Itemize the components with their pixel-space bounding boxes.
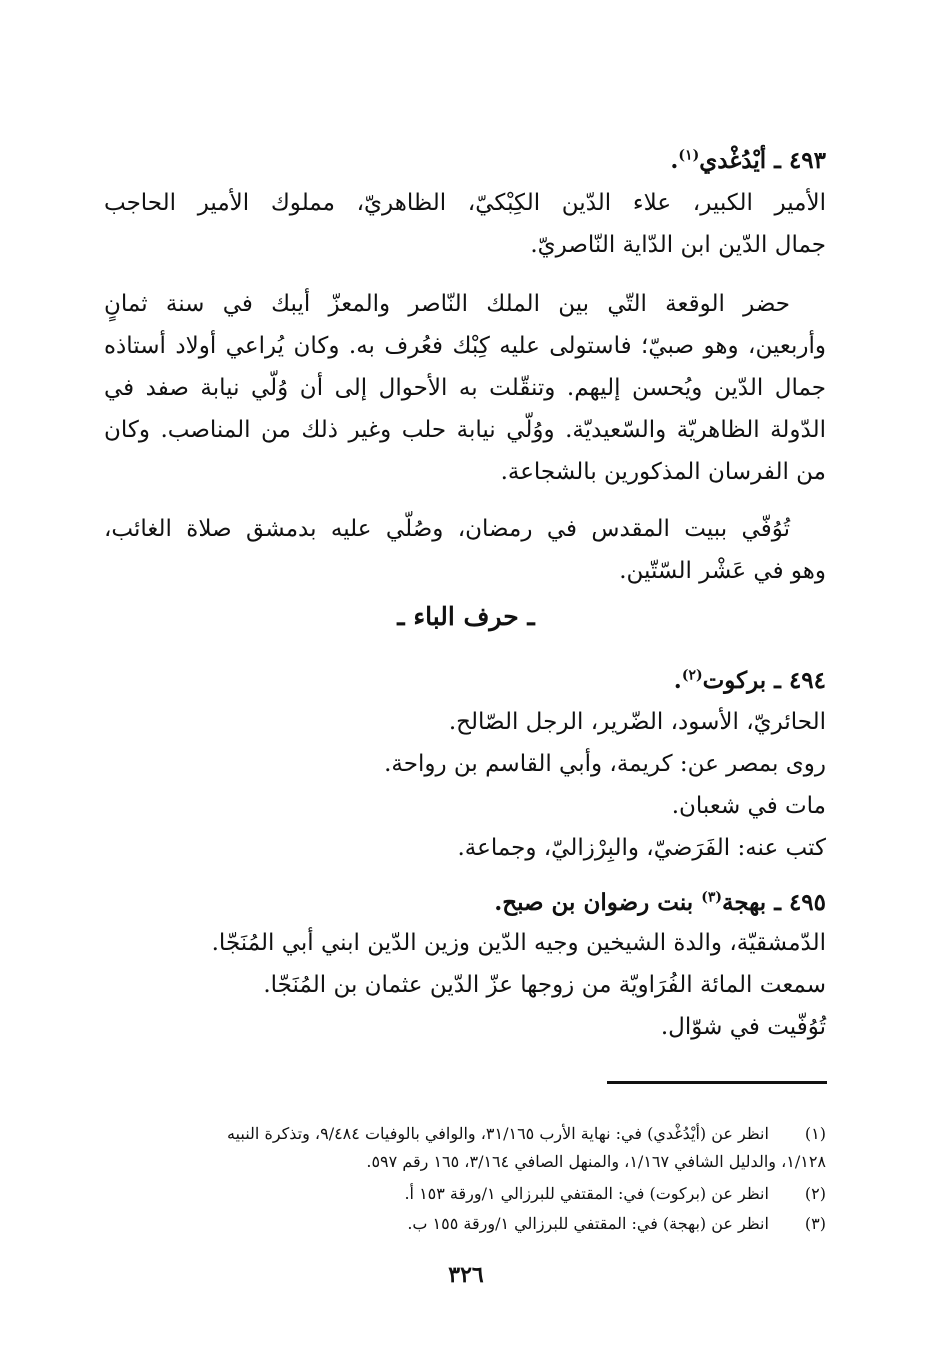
text-line: مات في شعبان. — [671, 793, 826, 819]
footnote-number: (٣) — [804, 1214, 826, 1233]
text-line: من الفرسان المذكورين بالشجاعة. — [500, 459, 826, 485]
entry-493-paragraph-3 — [104, 508, 826, 592]
entry-494-heading — [104, 660, 826, 702]
footnote-2 — [104, 1180, 826, 1208]
text-line: تُوُفّي ببيت المقدس في رمضان، وصُلّي عليه بدمشق صلاة الغائب، — [104, 516, 790, 542]
text-line: وهو في عَشْر السّتّين. — [619, 558, 826, 584]
text-line: جمال الدّين ابن الدّاية النّاصريّ. — [530, 232, 826, 258]
entry-495-title-end: بنت رضوان بن صبح. — [494, 889, 702, 916]
entry-494-body — [104, 701, 826, 869]
footnote-text: انظر عن (أيْدُغْدي) في: نهاية الأرب ٣١/١٦٥، والوافي بالوفيات ٩/٤٨٤، وتذكرة النبيه — [226, 1124, 769, 1143]
text-line: جمال الدّين ويُحسن إليهم. وتنقّلت به الأحوال إلى أن وُلّي نيابة صفد في — [104, 375, 826, 401]
footnote-text: ١/١٢٨، والدليل الشافي ١/١٦٧، والمنهل الصافي ٣/١٦٤، ١٦٥ رقم ٥٩٧. — [366, 1152, 826, 1171]
text-line: الدّولة الظاهريّة والسّعيديّة. ووُلّي نيابة حلب وغير ذلك من المناصب. وكان — [104, 417, 826, 443]
footnote-separator — [607, 1081, 827, 1084]
entry-493-title: ٤٩٣ ـ أيْدُغْدي — [699, 147, 826, 174]
entry-494-title: ٤٩٤ ـ بركوت — [702, 667, 826, 694]
footnote-text: انظر عن (بركوت) في: المقتفي للبرزالي ١/ورقة ١٥٣ أ. — [404, 1184, 769, 1203]
section-title: ـ حرف الباء ـ — [397, 602, 535, 631]
text-line: حضر الوقعة التّي بين الملك النّاصر والمعزّ أيبك في سنة ثمانٍ — [104, 291, 790, 317]
text-line: كتب عنه: الفَرَضيّ، والبِرْزاليّ، وجماعة. — [457, 835, 826, 861]
footnote-number: (٢) — [804, 1184, 826, 1203]
footnote-3 — [104, 1210, 826, 1238]
entry-495-heading — [104, 882, 826, 924]
footnote-text: انظر عن (بهجة) في: المقتفي للبرزالي ١/ورقة ١٥٥ ب. — [407, 1214, 769, 1233]
footnote-number: (١) — [804, 1124, 826, 1143]
footnote-ref-1: (١) — [678, 147, 700, 164]
text-line: الحائريّ، الأسود، الضّرير، الرجل الصّالح. — [448, 709, 826, 735]
footnote-1 — [104, 1120, 826, 1176]
text-line: روى بمصر عن: كريمة، وأبي القاسم بن رواحة. — [384, 751, 826, 777]
footnote-ref-2: (٢) — [681, 667, 703, 684]
entry-494-title-end: . — [673, 667, 682, 694]
entry-495-title: ٤٩٥ ـ بهجة — [722, 889, 826, 916]
entry-493-heading — [104, 140, 826, 182]
footnote-ref-3: (٣) — [701, 889, 722, 906]
text-line: سمعت المائة الفُرَاويّة من زوجها عزّ الدّين عثمان بن المُنَجّا. — [263, 972, 826, 998]
text-line: وأربعين، وهو صبيّ؛ فاستولى عليه كِبْك فعُرف به. وكان يُراعي أولاد أستاذه — [104, 333, 826, 359]
entry-493-paragraph-2 — [104, 283, 826, 493]
text-line: تُوُفّيت في شوّال. — [660, 1014, 826, 1040]
page-number: ٣٢٦ — [448, 1262, 484, 1288]
text-line: الدّمشقيّة، والدة الشيخين وجيه الدّين وزين الدّين ابني أبي المُنَجّا. — [211, 930, 826, 956]
entry-493-title-end: . — [670, 147, 679, 174]
entry-493-intro — [104, 182, 826, 266]
text-line: الأمير الكبير، علاء الدّين الكِبْكيّ، الظاهريّ، مملوك الأمير الحاجب — [104, 190, 826, 216]
entry-495-body — [104, 922, 826, 1048]
